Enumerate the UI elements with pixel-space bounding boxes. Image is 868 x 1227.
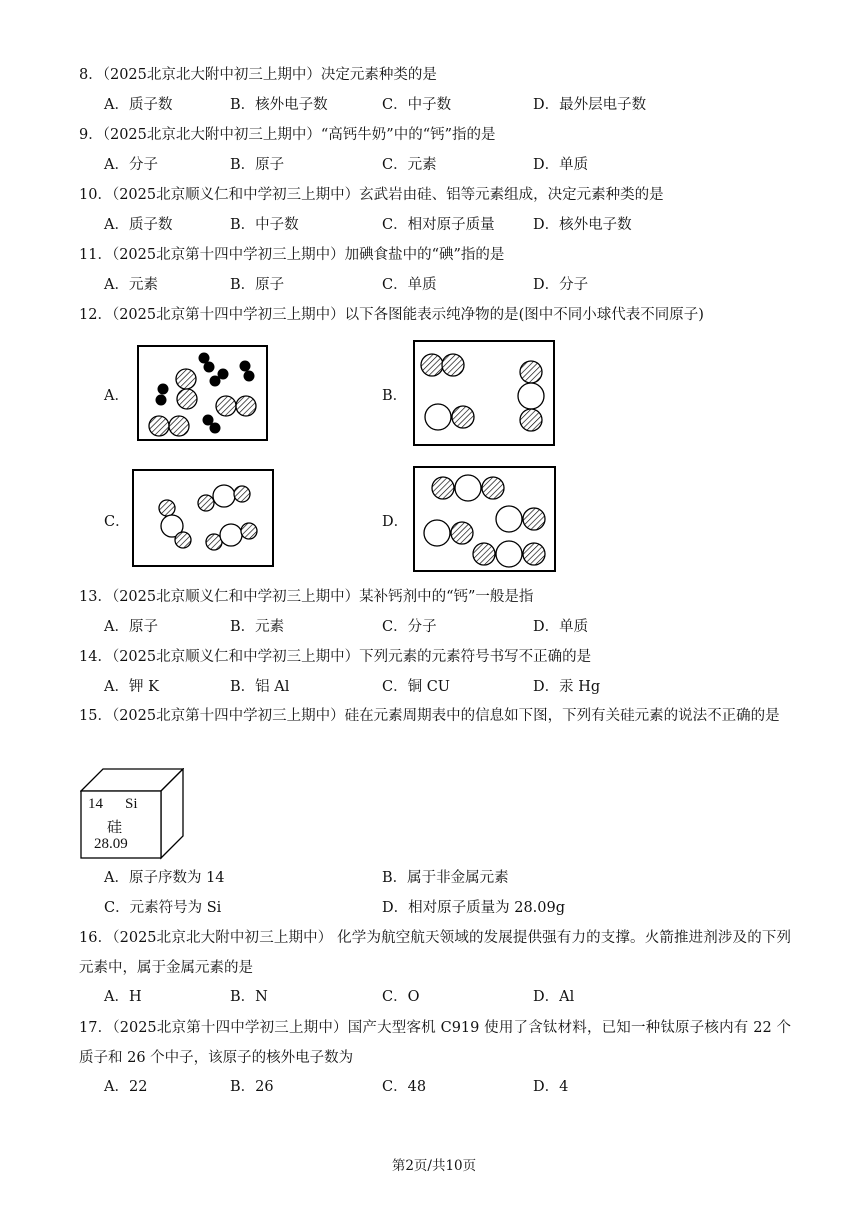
page-footer: 第2页/共10页: [391, 1158, 477, 1174]
question-13-stem: 13．（2025北京顺义仁和中学初三上期中）某补钙剂中的“钙”一般是指: [79, 589, 534, 605]
option-d[interactable]: D．4: [533, 1079, 569, 1095]
option-a[interactable]: A．钾 K: [104, 679, 159, 695]
option-b[interactable]: B．原子: [230, 277, 285, 293]
option-a[interactable]: A．原子序数为 14: [104, 870, 225, 886]
option-a[interactable]: A．22: [104, 1079, 148, 1095]
option-b[interactable]: B．原子: [230, 157, 285, 173]
question-16-stem: 16．（2025北京北大附中初三上期中） 化学为航空航天领域的发展提供强有力的支撑。火箭推进剂涉及的下列元素中，属于金属元素的是: [79, 930, 791, 976]
option-a[interactable]: A．分子: [104, 157, 158, 173]
question-14-stem: 14．（2025北京顺义仁和中学初三上期中）下列元素的元素符号书写不正确的是: [79, 649, 592, 665]
option-a[interactable]: A．元素: [104, 277, 158, 293]
atomic-number: 14: [88, 796, 103, 812]
figure-c-label[interactable]: C．: [104, 514, 130, 530]
option-c[interactable]: C．单质: [382, 277, 437, 293]
option-b[interactable]: B．属于非金属元素: [382, 870, 509, 886]
figure-b-particles: [413, 340, 555, 446]
question-15-stem: 15．（2025北京第十四中学初三上期中）硅在元素周期表中的信息如下图，下列有关硅元素的说法不正确的是: [79, 708, 780, 724]
option-d[interactable]: D．分子: [533, 277, 589, 293]
option-d[interactable]: D．Al: [533, 989, 575, 1005]
question-11-stem: 11．（2025北京第十四中学初三上期中）加碘食盐中的“碘”指的是: [79, 247, 505, 263]
element-symbol: Si: [125, 796, 138, 812]
option-b[interactable]: B．铝 Al: [230, 679, 290, 695]
option-c[interactable]: C．相对原子质量: [382, 217, 495, 233]
option-a[interactable]: A．质子数: [104, 217, 173, 233]
option-b[interactable]: B．26: [230, 1079, 274, 1095]
option-d[interactable]: D．单质: [533, 157, 589, 173]
option-d[interactable]: D．单质: [533, 619, 589, 635]
option-c[interactable]: C．铜 CU: [382, 679, 451, 695]
figure-a-label[interactable]: A．: [104, 388, 129, 404]
option-d[interactable]: D．相对原子质量为 28.09g: [382, 900, 566, 916]
option-a[interactable]: A．质子数: [104, 97, 173, 113]
option-b[interactable]: B．核外电子数: [230, 97, 328, 113]
question-17-stem: 17．（2025北京第十四中学初三上期中）国产大型客机 C919 使用了含钛材料，已知一种钛原子核内有 22 个质子和 26 个中子，该原子的核外电子数为: [79, 1020, 791, 1066]
option-d[interactable]: D．最外层电子数: [533, 97, 647, 113]
element-name: 硅: [107, 820, 123, 836]
atomic-mass: 28.09: [94, 836, 128, 852]
option-b[interactable]: B．中子数: [230, 217, 299, 233]
option-a[interactable]: A．H: [104, 989, 142, 1005]
option-c[interactable]: C．元素: [382, 157, 437, 173]
option-b[interactable]: B．N: [230, 989, 268, 1005]
option-d[interactable]: D．汞 Hg: [533, 679, 601, 695]
question-12-stem: 12．（2025北京第十四中学初三上期中）以下各图能表示纯净物的是(图中不同小球代表不同原子): [79, 307, 704, 323]
question-9-stem: 9．（2025北京北大附中初三上期中）“高钙牛奶”中的“钙”指的是: [79, 127, 496, 143]
option-c[interactable]: C．O: [382, 989, 420, 1005]
figure-a-particles: [137, 345, 268, 441]
option-d[interactable]: D．核外电子数: [533, 217, 632, 233]
option-c[interactable]: C．48: [382, 1079, 427, 1095]
figure-b-label[interactable]: B．: [382, 388, 408, 404]
option-c[interactable]: C．元素符号为 Si: [104, 900, 222, 916]
figure-d-label[interactable]: D．: [382, 514, 409, 530]
option-a[interactable]: A．原子: [104, 619, 158, 635]
option-b[interactable]: B．元素: [230, 619, 285, 635]
figure-c-particles: [132, 469, 274, 567]
question-10-stem: 10．（2025北京顺义仁和中学初三上期中）玄武岩由硅、铝等元素组成，决定元素种类的是: [79, 187, 664, 203]
option-c[interactable]: C．中子数: [382, 97, 452, 113]
question-8-stem: 8．（2025北京北大附中初三上期中）决定元素种类的是: [79, 67, 437, 83]
option-c[interactable]: C．分子: [382, 619, 437, 635]
figure-d-particles: [413, 466, 556, 572]
